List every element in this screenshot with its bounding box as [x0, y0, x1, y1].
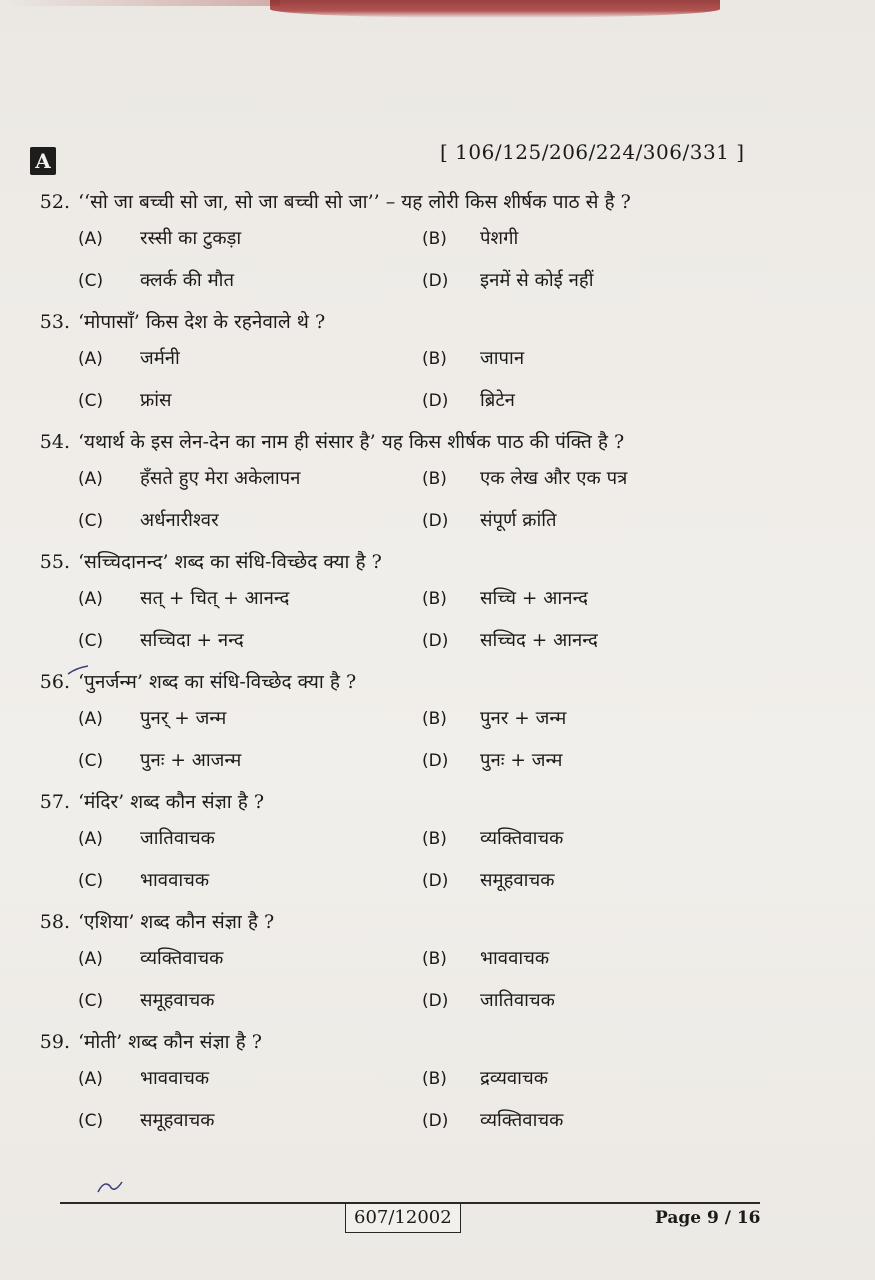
question-number: 59.: [39, 1031, 70, 1053]
option-text: भाववाचक: [140, 1068, 210, 1089]
option-text: जर्मनी: [140, 348, 180, 369]
option-text: ब्रिटेन: [480, 390, 515, 411]
option-label: (C): [78, 871, 104, 891]
question-stem: [22, 785, 812, 819]
question-stem: [22, 185, 812, 219]
option-text: पेशगी: [480, 228, 519, 249]
question-number: 54.: [39, 431, 70, 453]
option-a[interactable]: [78, 579, 418, 619]
option-label: (D): [422, 511, 449, 531]
option-label: (A): [78, 589, 103, 609]
subject-codes: [ 106/125/206/224/306/331 ]: [440, 140, 745, 164]
question-58: [22, 905, 812, 1021]
option-text: व्यक्तिवाचक: [480, 1110, 564, 1131]
option-a[interactable]: [78, 939, 418, 979]
option-d[interactable]: [418, 981, 758, 1021]
option-a[interactable]: [78, 459, 418, 499]
option-label: (B): [422, 349, 447, 369]
question-stem: [22, 545, 812, 579]
option-label: (C): [78, 391, 104, 411]
option-text: सच्चिद + आनन्द: [480, 630, 598, 651]
option-label: (B): [422, 469, 447, 489]
set-mark-badge: A: [30, 147, 56, 175]
option-c[interactable]: [78, 381, 418, 421]
option-text: सच्चि + आनन्द: [480, 588, 588, 609]
options-grid: [22, 819, 812, 901]
top-edge-cloth: [270, 0, 720, 18]
option-text: संपूर्ण क्रांति: [480, 510, 557, 531]
question-text: ‘यथार्थ के इस लेन-देन का नाम ही संसार है’ यह किस शीर्षक पाठ की पंक्ति है ?: [78, 431, 625, 453]
option-text: द्रव्यवाचक: [480, 1068, 548, 1089]
top-edge-shadow: [0, 0, 280, 6]
option-b[interactable]: [418, 339, 758, 379]
option-text: पुनर् + जन्म: [140, 708, 227, 729]
option-d[interactable]: [418, 1101, 758, 1141]
option-c[interactable]: [78, 621, 418, 661]
option-c[interactable]: [78, 861, 418, 901]
option-label: (B): [422, 229, 447, 249]
option-text: सत् + चित् + आनन्द: [140, 588, 290, 609]
options-grid: [22, 579, 812, 661]
question-55: [22, 545, 812, 661]
option-b[interactable]: [418, 939, 758, 979]
question-text: ‘सच्चिदानन्द’ शब्द का संधि-विच्छेद क्या है ?: [78, 551, 382, 573]
option-b[interactable]: [418, 579, 758, 619]
option-b[interactable]: [418, 819, 758, 859]
option-d[interactable]: [418, 501, 758, 541]
option-d[interactable]: [418, 261, 758, 301]
pen-scribble-mark: [96, 1176, 126, 1198]
option-c[interactable]: [78, 261, 418, 301]
option-label: (A): [78, 1069, 103, 1089]
question-text: ‘मोपासाँ’ किस देश के रहनेवाले थे ?: [78, 311, 326, 333]
question-54: [22, 425, 812, 541]
option-text: पुनः + जन्म: [480, 750, 563, 771]
option-label: (C): [78, 751, 104, 771]
question-text: ‘एशिया’ शब्द कौन संज्ञा है ?: [78, 911, 275, 933]
question-number: 55.: [39, 551, 70, 573]
question-number: 53.: [39, 311, 70, 333]
options-grid: [22, 699, 812, 781]
option-label: (A): [78, 349, 103, 369]
option-d[interactable]: [418, 741, 758, 781]
option-text: समूहवाचक: [140, 1110, 215, 1131]
option-label: (D): [422, 991, 449, 1011]
option-label: (C): [78, 271, 104, 291]
option-text: भाववाचक: [140, 870, 210, 891]
question-52: [22, 185, 812, 301]
options-grid: [22, 459, 812, 541]
option-text: समूहवाचक: [480, 870, 555, 891]
question-57: [22, 785, 812, 901]
option-text: हँसते हुए मेरा अकेलापन: [140, 468, 301, 489]
question-stem: [22, 305, 812, 339]
option-b[interactable]: [418, 459, 758, 499]
option-label: (C): [78, 991, 104, 1011]
option-label: (D): [422, 271, 449, 291]
option-b[interactable]: [418, 219, 758, 259]
option-text: अर्धनारीश्वर: [140, 510, 219, 531]
option-text: जातिवाचक: [480, 990, 555, 1011]
option-a[interactable]: [78, 339, 418, 379]
option-text: क्लर्क की मौत: [140, 270, 234, 291]
options-grid: [22, 1059, 812, 1141]
options-grid: [22, 219, 812, 301]
question-stem: [22, 905, 812, 939]
option-label: (A): [78, 829, 103, 849]
option-text: समूहवाचक: [140, 990, 215, 1011]
option-label: (C): [78, 511, 104, 531]
options-grid: [22, 339, 812, 421]
option-d[interactable]: [418, 861, 758, 901]
question-56: [22, 665, 812, 781]
option-label: (A): [78, 949, 103, 969]
option-text: रस्सी का टुकड़ा: [140, 228, 242, 249]
question-stem: [22, 425, 812, 459]
option-text: फ्रांस: [140, 390, 172, 411]
option-label: (B): [422, 1069, 447, 1089]
option-a[interactable]: [78, 1059, 418, 1099]
page-number: Page 9 / 16: [655, 1208, 761, 1228]
option-label: (D): [422, 1111, 449, 1131]
option-label: (B): [422, 829, 447, 849]
option-label: (D): [422, 871, 449, 891]
option-text: भाववाचक: [480, 948, 550, 969]
option-label: (D): [422, 751, 449, 771]
option-label: (D): [422, 391, 449, 411]
option-d[interactable]: [418, 381, 758, 421]
option-b[interactable]: [418, 1059, 758, 1099]
option-text: इनमें से कोई नहीं: [480, 270, 594, 291]
option-a[interactable]: [78, 219, 418, 259]
question-text: ‘मोती’ शब्द कौन संज्ञा है ?: [78, 1031, 262, 1053]
question-text: ‘‘सो जा बच्ची सो जा, सो जा बच्ची सो जा’’ – यह लोरी किस शीर्षक पाठ से है ?: [78, 191, 631, 213]
option-text: व्यक्तिवाचक: [480, 828, 564, 849]
option-label: (A): [78, 229, 103, 249]
option-c[interactable]: [78, 981, 418, 1021]
option-label: (B): [422, 949, 447, 969]
option-text: जातिवाचक: [140, 828, 215, 849]
option-label: (B): [422, 709, 447, 729]
option-text: व्यक्तिवाचक: [140, 948, 224, 969]
options-grid: [22, 939, 812, 1021]
question-number: 52.: [39, 191, 70, 213]
question-number: 56.: [39, 671, 70, 693]
option-text: पुनर + जन्म: [480, 708, 567, 729]
question-53: [22, 305, 812, 421]
option-c[interactable]: [78, 741, 418, 781]
option-b[interactable]: [418, 699, 758, 739]
option-label: (B): [422, 589, 447, 609]
question-text: ‘पुनर्जन्म’ शब्द का संधि-विच्छेद क्या है ?: [78, 671, 357, 693]
option-a[interactable]: [78, 819, 418, 859]
option-d[interactable]: [418, 621, 758, 661]
option-text: सच्चिदा + नन्द: [140, 630, 244, 651]
question-stem: [22, 665, 812, 699]
question-59: [22, 1025, 812, 1141]
option-text: एक लेख और एक पत्र: [480, 468, 628, 489]
paper-code-box: 607/12002: [345, 1203, 461, 1233]
option-label: (D): [422, 631, 449, 651]
option-text: पुनः + आजन्म: [140, 750, 242, 771]
question-text: ‘मंदिर’ शब्द कौन संज्ञा है ?: [78, 791, 265, 813]
questions-list: [22, 185, 812, 1145]
question-stem: [22, 1025, 812, 1059]
option-text: जापान: [480, 348, 525, 369]
option-c[interactable]: [78, 501, 418, 541]
option-label: (A): [78, 469, 103, 489]
question-number: 58.: [39, 911, 70, 933]
option-label: (A): [78, 709, 103, 729]
option-label: (C): [78, 1111, 104, 1131]
option-c[interactable]: [78, 1101, 418, 1141]
option-label: (C): [78, 631, 104, 651]
question-number: 57.: [39, 791, 70, 813]
option-a[interactable]: [78, 699, 418, 739]
